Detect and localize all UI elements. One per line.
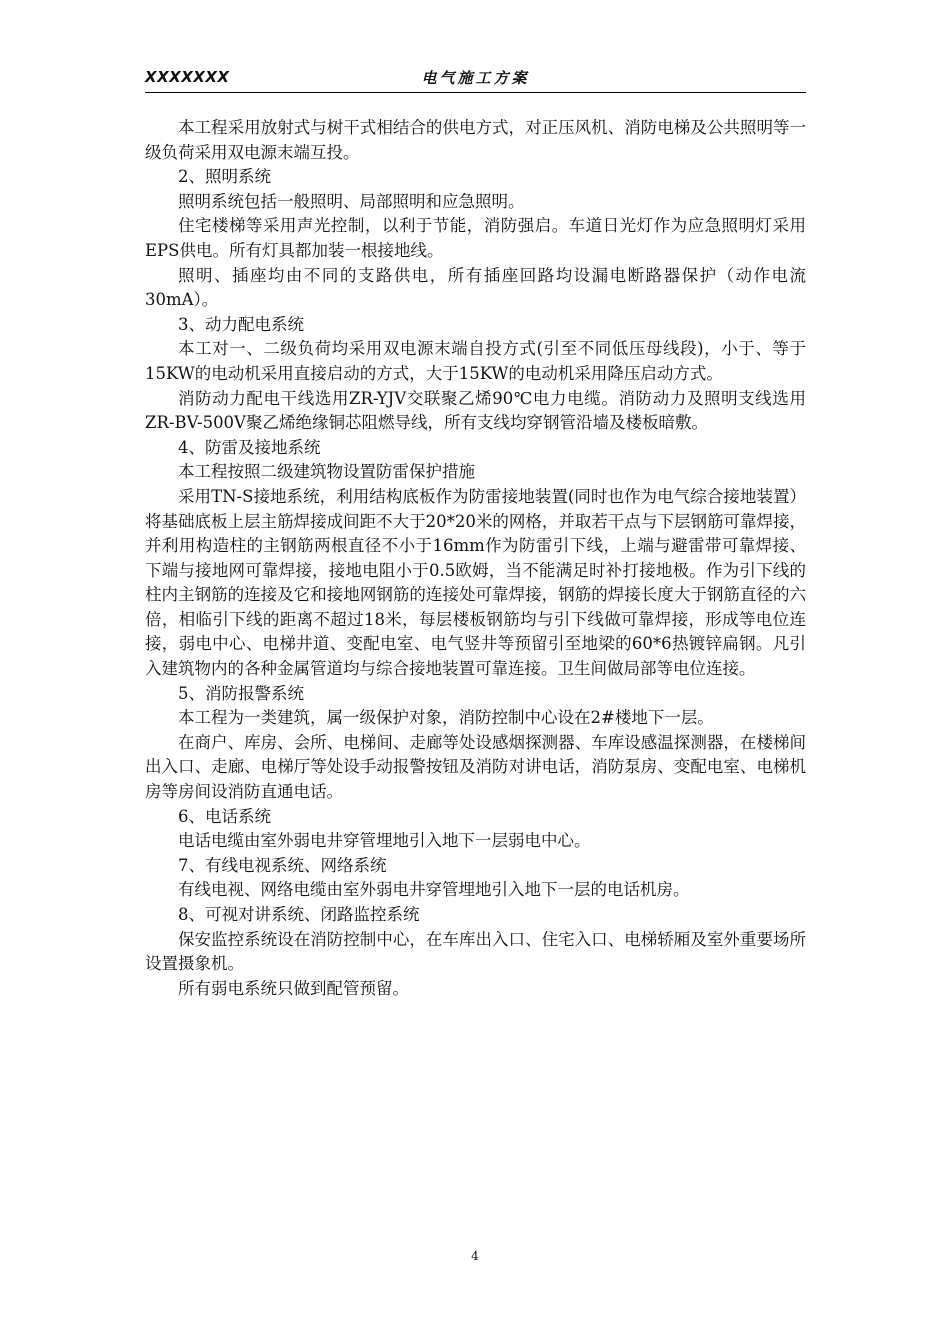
section-heading: 5、消防报警系统 (178, 683, 304, 703)
section-heading: 4、防雷及接地系统 (178, 437, 321, 457)
paragraph: 电话电缆由室外弱电井穿管埋地引入地下一层弱电中心。 (178, 831, 591, 851)
header-rule (145, 92, 806, 93)
paragraph: 住宅楼梯等采用声光控制，以利于节能，消防强启。车道日光灯作为应急照明灯采用EPS供电。所有灯具都加装一根接地线。 (145, 216, 806, 260)
section-heading: 7、有线电视系统、网络系统 (178, 855, 387, 875)
section-heading: 6、电话系统 (178, 806, 271, 826)
header-left-text: XXXXXXX (145, 68, 230, 86)
section-heading: 3、动力配电系统 (178, 314, 304, 334)
paragraph: 本工程为一类建筑，属一级保护对象，消防控制中心设在2#楼地下一层。 (178, 708, 714, 728)
document-body (145, 116, 806, 1001)
paragraph: 有线电视、网络电缆由室外弱电井穿管埋地引入地下一层的电话机房。 (178, 880, 690, 900)
paragraph: 所有弱电系统只做到配管预留。 (178, 978, 409, 998)
paragraph: 照明系统包括一般照明、局部照明和应急照明。 (178, 191, 525, 211)
page-header (145, 66, 806, 92)
paragraph: 本工程按照二级建筑物设置防雷保护措施 (178, 462, 475, 482)
paragraph: 本工对一、二级负荷均采用双电源末端自投方式(引至不同低压母线段)，小于、等于15KW的电动机采用直接启动的方式，大于15KW的电动机采用降压启动方式。 (145, 339, 806, 383)
section-heading: 8、可视对讲系统、闭路监控系统 (178, 905, 420, 924)
paragraph: 消防动力配电干线选用ZR-YJV交联聚乙烯90℃电力电缆。消防动力及照明支线选用ZR-BV-500V聚乙烯绝缘铜芯阻燃导线，所有支线均穿钢管沿墙及楼板暗敷。 (145, 388, 806, 433)
paragraph: 保安监控系统设在消防控制中心，在车库出入口、住宅入口、电梯轿厢及室外重要场所设置摄象机。 (145, 929, 806, 974)
paragraph: 照明、插座均由不同的支路供电，所有插座回路均设漏电断路器保护（动作电流30mA）。 (145, 265, 806, 310)
section-heading: 2、照明系统 (178, 167, 271, 187)
paragraph: 在商户、库房、会所、电梯间、走廊等处设感烟探测器、车库设感温探测器，在楼梯间出入口、走廊、电梯厅等处设手动报警按钮及消防对讲电话，消防泵房、变配电室、电梯机房等房间设消防直通电话。 (145, 732, 806, 802)
paragraph: 本工程采用放射式与树干式相结合的供电方式，对正压风机、消防电梯及公共照明等一级负荷采用双电源末端互投。 (145, 118, 806, 162)
page-number: 4 (471, 1249, 479, 1263)
header-title: 电气施工方案 (421, 69, 530, 87)
paragraph: 采用TN-S接地系统，利用结构底板作为防雷接地装置(同时也作为电气综合接地装置）将基础底板上层主筋焊接成间距不大于20*20米的网格，并取若干点与下层钢筋可靠焊接，并利用构造柱的主钢筋两根直径不小于16mm作为防雷引下线，上端与避雷带可靠焊接、下端与接地网可靠焊接，接地电阻小于0.5欧姆，当不能满足时补打接地极。作为引下线的柱内主钢筋的连接及它和接地网钢筋的连接处可靠焊接，钢筋的焊接长度大于钢筋直径的六倍，相临引下线的距离不超过18米，每层楼板钢筋均与引下线做可靠焊接，形成等电位连接，弱电中心、电梯井道、变配电室、电气竖井等预留引至地梁的60*6热镀锌扁钢。凡引入建筑物内的各种金属管道均与综合接地装置可靠连接。卫生间做局部等电位连接。 (145, 486, 806, 679)
